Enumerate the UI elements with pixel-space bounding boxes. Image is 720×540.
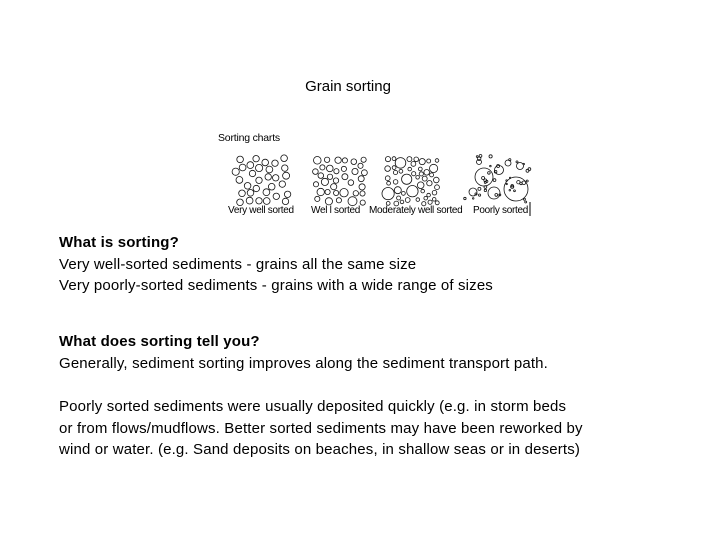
grain-poorly-sorted [523,163,525,165]
grain-moderately-sorted [385,166,391,172]
grain-very-well-sorted [256,177,262,183]
grain-moderately-sorted [400,200,404,204]
grain-very-well-sorted [247,190,254,197]
grain-moderately-sorted [385,157,390,162]
grain-poorly-sorted [478,187,481,190]
grain-well-sorted [358,176,364,182]
grain-moderately-sorted [402,174,412,184]
grain-moderately-sorted [408,167,412,171]
grain-very-well-sorted [256,198,262,204]
grain-moderately-sorted [428,200,432,204]
grain-poorly-sorted [494,170,497,173]
grain-well-sorted [320,165,325,170]
grain-well-sorted [359,184,365,190]
grain-poorly-sorted [509,189,511,191]
grain-moderately-sorted [393,170,397,174]
grain-very-well-sorted [244,183,251,190]
grain-moderately-sorted [407,186,418,197]
grain-well-sorted [325,198,332,205]
grain-well-sorted [318,173,324,179]
grain-moderately-sorted [417,182,424,189]
grain-moderately-sorted [399,169,403,173]
grain-moderately-sorted [385,176,390,181]
grain-well-sorted [324,157,329,162]
section-heading: What does sorting tell you? [59,333,260,350]
grain-poorly-sorted [488,187,500,199]
grain-moderately-sorted [393,180,398,185]
grain-well-sorted [353,191,358,196]
grain-very-well-sorted [263,189,270,196]
grain-moderately-sorted [427,181,432,186]
grain-very-well-sorted [239,190,246,197]
grain-poorly-sorted [490,165,492,167]
text-line: or from flows/mudflows. Better sorted sediments may have been reworked by [59,419,583,437]
grain-very-well-sorted [266,166,273,173]
grain-very-well-sorted [247,162,254,169]
grain-well-sorted [360,191,365,196]
section-what-sorting-tells [59,331,548,374]
grain-very-well-sorted [268,183,275,190]
grain-well-sorted [361,157,366,162]
grain-very-well-sorted [249,170,255,176]
grain-poorly-sorted [516,161,518,163]
grain-well-sorted [342,174,348,180]
text-line: Very well-sorted sediments - grains all the same size [59,255,417,273]
grain-very-well-sorted [262,159,269,166]
grain-very-well-sorted [283,172,290,179]
grain-very-well-sorted [263,198,270,205]
grain-well-sorted [335,157,341,163]
grain-well-sorted [336,198,341,203]
grain-poorly-sorted [509,177,510,178]
grain-poorly-sorted [528,168,531,171]
grain-moderately-sorted [434,177,440,183]
grain-poorly-sorted [476,156,478,158]
grain-well-sorted [360,200,365,205]
grain-well-sorted [313,182,318,187]
grain-moderately-sorted [424,170,430,176]
grain-well-sorted [321,178,328,185]
grain-moderately-sorted [421,189,425,193]
grain-very-well-sorted [246,197,253,204]
grain-poorly-sorted [525,201,527,203]
grain-poorly-sorted [526,180,528,182]
grain-very-well-sorted [273,175,279,181]
grain-very-well-sorted [256,164,263,171]
grain-poorly-sorted [489,155,492,158]
grain-very-well-sorted [272,160,278,166]
label-well-sorted: Wel l sorted [311,205,361,216]
grain-moderately-sorted [430,173,434,177]
grain-moderately-sorted [405,198,410,203]
grain-moderately-sorted [424,196,428,200]
grain-moderately-sorted [411,162,416,167]
grain-poorly-sorted [488,172,491,175]
grain-poorly-sorted [523,198,525,200]
grain-moderately-sorted [412,172,416,176]
grain-moderately-sorted [414,157,419,162]
grain-well-sorted [341,166,346,171]
grain-poorly-sorted [479,194,481,196]
grain-moderately-sorted [427,159,431,163]
grain-moderately-sorted [392,157,396,161]
grain-poorly-sorted [506,183,507,184]
grain-very-well-sorted [253,156,259,162]
sorting-charts-figure [218,132,534,220]
text-line: wind or water. (e.g. Sand deposits on beaches, in shallow seas or in deserts) [59,441,580,458]
grain-moderately-sorted [416,176,420,180]
grain-very-well-sorted [282,198,288,204]
figure-caption: Sorting charts [218,132,280,144]
grain-moderately-sorted [407,157,412,162]
grain-well-sorted [362,170,368,176]
grain-moderately-sorted [387,181,391,185]
label-poorly-sorted: Poorly sorted [473,205,529,216]
grain-moderately-sorted [395,158,406,169]
slide-title: Grain sorting [305,78,391,95]
grain-well-sorted [325,189,330,194]
grain-very-well-sorted [253,185,259,191]
grain-well-sorted [340,189,348,197]
section-heading: What is sorting? [59,234,179,251]
grain-very-well-sorted [273,193,279,199]
grain-well-sorted [313,169,319,175]
grain-well-sorted [351,159,357,165]
grain-poorly-sorted [493,179,496,182]
text-line: Very poorly-sorted sediments - grains with a wide range of sizes [59,277,493,294]
grain-very-well-sorted [284,191,290,197]
label-moderately-well-sorted: Moderately well sorted [369,205,463,216]
grain-well-sorted [327,174,332,179]
grain-moderately-sorted [432,198,436,202]
grain-well-sorted [314,157,322,165]
grain-poorly-sorted [506,180,508,182]
grain-well-sorted [348,180,354,186]
grain-poorly-sorted [495,194,498,197]
grain-moderately-sorted [435,185,440,190]
grain-poorly-sorted [464,197,466,199]
text-line: Generally, sediment sorting improves along the sediment transport path. [59,354,548,372]
grain-moderately-sorted [416,198,420,202]
section-deposition-notes [59,396,583,461]
label-very-well-sorted: Very well sorted [228,205,294,216]
grain-well-sorted [352,168,358,174]
grain-poorly-sorted [486,180,488,182]
grain-very-well-sorted [265,174,271,180]
grain-moderately-sorted [418,167,422,171]
grain-very-well-sorted [237,156,244,163]
grain-moderately-sorted [402,192,406,196]
grain-very-well-sorted [239,164,246,171]
grain-moderately-sorted [432,190,437,195]
grain-well-sorted [333,178,338,183]
section-what-is-sorting [59,232,493,297]
grain-moderately-sorted [397,196,401,200]
grain-very-well-sorted [279,181,285,187]
grain-very-well-sorted [281,155,288,162]
grain-well-sorted [331,184,337,190]
grain-moderately-sorted [394,187,401,194]
grain-very-well-sorted [236,177,243,184]
grain-moderately-sorted [419,172,423,176]
grain-moderately-sorted [430,164,438,172]
grain-moderately-sorted [419,159,425,165]
grain-well-sorted [334,190,339,195]
grain-well-sorted [327,165,334,172]
grain-very-well-sorted [282,165,288,171]
grain-moderately-sorted [427,193,431,197]
grain-well-sorted [317,188,324,195]
grain-poorly-sorted [509,159,511,161]
grain-moderately-sorted [422,176,427,181]
grain-moderately-sorted [392,166,396,170]
grain-well-sorted [342,158,347,163]
text-line: Poorly sorted sediments were usually deposited quickly (e.g. in storm beds [59,398,567,415]
grain-poorly-sorted [517,181,520,184]
grain-well-sorted [315,196,320,201]
grain-moderately-sorted [435,159,439,163]
grain-poorly-sorted [484,189,486,191]
grain-poorly-sorted [479,155,482,158]
grain-poorly-sorted [482,177,485,180]
grain-moderately-sorted [382,188,394,200]
grain-poorly-sorted [472,198,474,200]
grain-well-sorted [334,169,339,174]
grain-well-sorted [358,163,363,168]
grain-poorly-sorted [514,190,516,192]
grain-very-well-sorted [232,168,239,175]
grain-poorly-sorted [517,163,524,170]
